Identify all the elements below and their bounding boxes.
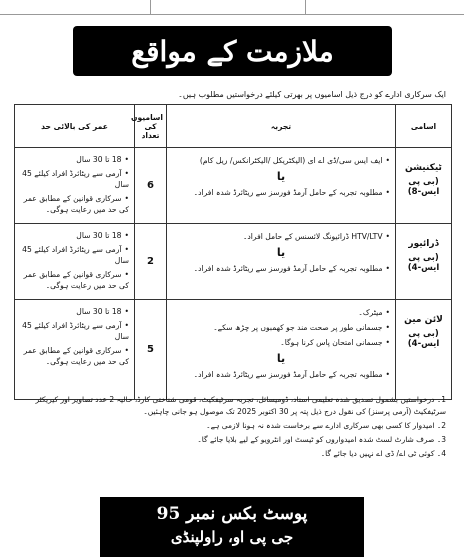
note-1: 1۔ درخواستیں بشمول تصدیق شدہ تعلیمی اسناد، ڈومیسائل، تجربہ سرٹیفکیٹ، قومی شناختی کارڈ، حالیہ 2 عدد تصاویر اور کیریکٹر سرٹیفکیٹ (آرمی پرسنز) کی نقول درج ذیل پتہ پر 30 اکتوبر 2025 تک موصول ہو جانی چاہئیں۔ [35,395,446,416]
experience-cell [167,224,396,300]
header-age: عمر کی بالائی حد [15,105,135,148]
experience-line: • مطلوبہ تجربہ کے حامل آرمڈ فورسز سے ریٹائرڈ شدہ افراد۔ [172,187,390,198]
age-line: • آرمی سے ریٹائرڈ افراد کیلئے 45 سال [20,168,129,190]
age-line: • سرکاری قوانین کے مطابق عمر کی حد میں رعایت ہوگی۔ [20,193,129,215]
banner-title: ملازمت کے مواقع [73,26,392,76]
jobs-table-wrap [14,104,451,400]
table-row [15,148,452,224]
experience-line: • ایف ایس سی/ڈی اے ای (الیکٹریکل /الیکٹرانکس/ ریل کام) [172,155,390,166]
age-line: • 18 تا 30 سال [20,154,129,165]
count-cell: 6 [135,148,167,224]
age-cell [15,148,135,224]
address-line-1: پوسٹ بکس نمبر 95 [156,504,308,524]
post-scale: (بی پی ایس-8) [407,177,440,197]
experience-line: • جسمانی طور پر صحت مند جو کھمبوں پر چڑھ سکے۔ [172,322,390,333]
top-strip [0,0,464,15]
age-line: • آرمی سے ریٹائرڈ افراد کیلئے 45 سال [20,244,129,266]
intro-text: ایک سرکاری ادارے کو درج ذیل اسامیوں پر بھرتی کیلئے درخواستیں مطلوب ہیں۔ [178,90,446,99]
experience-cell [167,300,396,400]
count-cell: 5 [135,300,167,400]
or-separator: یا [276,352,286,365]
post-scale: (بی پی ایس-4) [407,329,440,349]
post-cell [396,224,452,300]
header-experience: تجربہ [167,105,396,148]
header-count: اسامیوں کی تعداد [135,105,167,148]
or-separator: یا [276,246,286,259]
table-header-row [15,105,452,148]
age-line: • 18 تا 30 سال [20,306,129,317]
experience-line: • مطلوبہ تجربہ کے حامل آرمڈ فورسز سے ریٹائرڈ شدہ افراد۔ [172,263,390,274]
note-4: 4۔ کوئی ٹی اے/ ڈی اے نہیں دیا جائے گا۔ [320,449,446,458]
experience-line: • میٹرک۔ [172,307,390,318]
experience-line: • جسمانی امتحان پاس کرنا ہوگا۔ [172,337,390,348]
age-line: • سرکاری قوانین کے مطابق عمر کی حد میں رعایت ہوگی۔ [20,345,129,367]
post-name: ٹیکنیشن [405,163,442,173]
address-box [100,497,364,557]
post-cell [396,148,452,224]
table-row [15,300,452,400]
count-cell: 2 [135,224,167,300]
jobs-table [14,104,452,400]
or-separator: یا [276,170,286,183]
age-line: • آرمی سے ریٹائرڈ افراد کیلئے 45 سال [20,320,129,342]
notes-section [16,394,446,462]
note-3: 3۔ صرف شارٹ لسٹ شدہ امیدواروں کو ٹیسٹ اور انٹرویو کے لیے بلایا جائے گا۔ [197,435,446,444]
age-cell [15,224,135,300]
address-line-2: جی پی او، راولپنڈی [170,528,294,546]
experience-cell [167,148,396,224]
experience-line: • HTV/LTV ڈرائیونگ لائسنس کے حامل افراد۔ [172,231,390,242]
post-name: ڈرائیور [408,239,439,249]
header-post: اسامی [396,105,452,148]
age-line: • سرکاری قوانین کے مطابق عمر کی حد میں رعایت ہوگی۔ [20,269,129,291]
post-cell [396,300,452,400]
age-line: • 18 تا 30 سال [20,230,129,241]
note-2: 2۔ امیدوار کا کسی بھی سرکاری ادارے سے برخاست شدہ نہ ہونا لازمی ہے۔ [206,421,446,430]
post-name: لائن مین [404,315,443,325]
age-cell [15,300,135,400]
strip-divider [150,0,151,14]
post-scale: (بی پی ایس-4) [407,253,440,273]
strip-divider [305,0,306,14]
table-row [15,224,452,300]
experience-line: • مطلوبہ تجربہ کے حامل آرمڈ فورسز سے ریٹائرڈ شدہ افراد۔ [172,369,390,380]
